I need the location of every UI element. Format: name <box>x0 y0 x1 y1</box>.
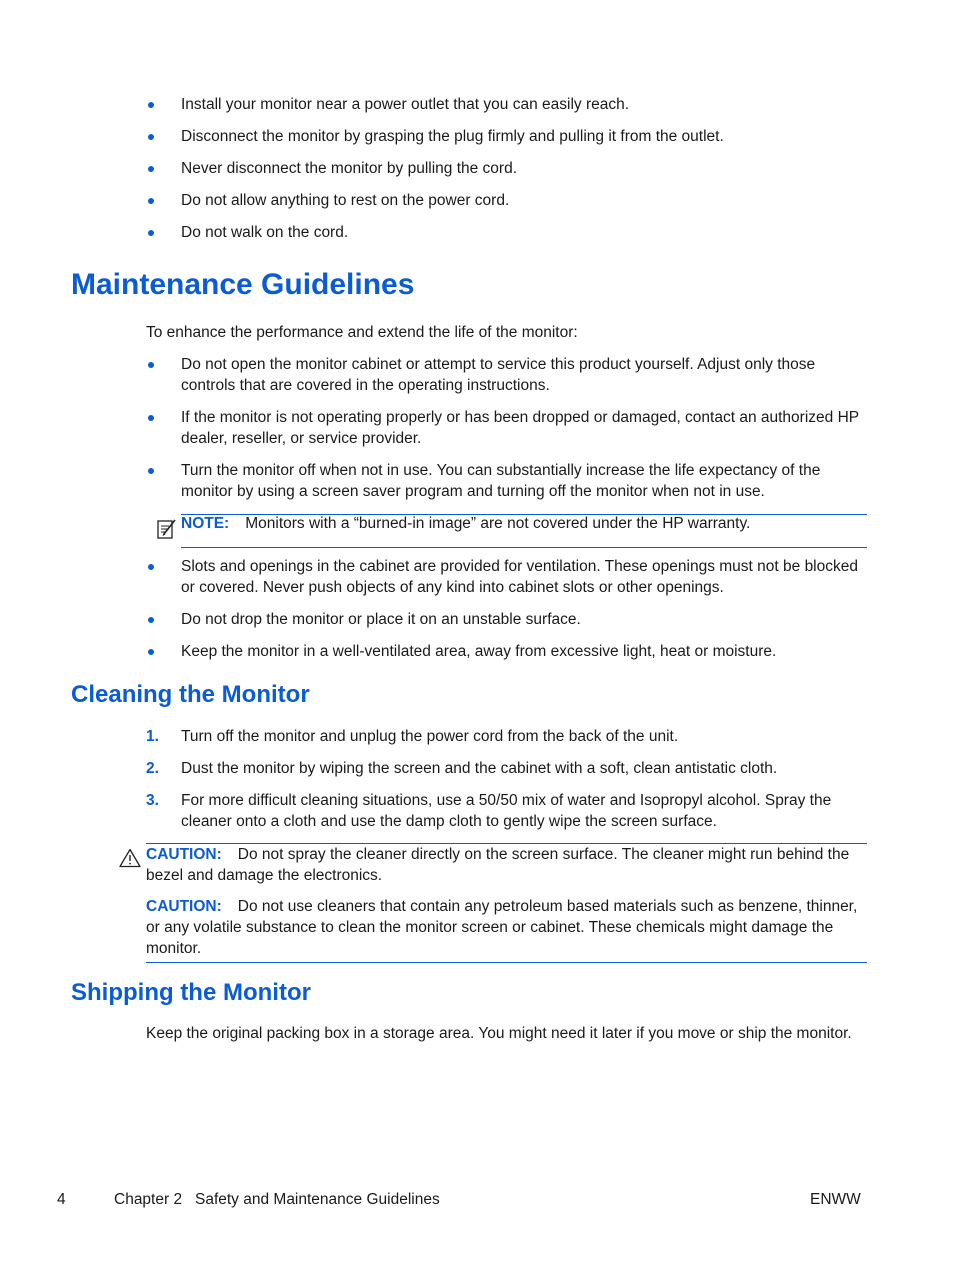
list-item: Install your monitor near a power outlet that you can easily reach. <box>146 94 866 115</box>
caution-label: CAUTION: <box>146 898 222 915</box>
list-item: Do not walk on the cord. <box>146 222 866 243</box>
bullet-icon <box>148 198 154 204</box>
bullet-icon <box>148 468 154 474</box>
warning-triangle-icon <box>119 848 141 874</box>
list-item: 1. Turn off the monitor and unplug the power cord from the back of the unit. <box>146 728 679 745</box>
step-number: 1. <box>146 728 159 745</box>
caution-box <box>146 843 867 963</box>
cleaning-heading: Cleaning the Monitor <box>71 681 310 708</box>
list-item: Slots and openings in the cabinet are provided for ventilation. These openings must not be blocked or covered. Never push objects of any kind into cabinet slots or other openings. <box>146 556 866 598</box>
caution-paragraph: CAUTION: Do not spray the cleaner directly on the screen surface. The cleaner might run behind the bezel and damage the electronics. <box>146 846 850 884</box>
list-item: Do not drop the monitor or place it on an unstable surface. <box>146 609 866 630</box>
bullet-icon <box>148 134 154 140</box>
page-number: 4 <box>57 1191 66 1208</box>
note-text: Monitors with a “burned-in image” are not covered under the HP warranty. <box>245 515 751 532</box>
bullet-icon <box>148 415 154 421</box>
caution-label: CAUTION: <box>146 846 222 863</box>
list-item: If the monitor is not operating properly or has been dropped or damaged, contact an authorized HP dealer, reseller, or service provider. <box>146 407 866 449</box>
bullet-icon <box>148 166 154 172</box>
maintenance-bullet-list-b <box>146 556 866 673</box>
note-box <box>181 514 867 548</box>
bullet-icon <box>148 649 154 655</box>
footer-chapter: Chapter 2 Safety and Maintenance Guidelines <box>114 1191 440 1208</box>
step-number: 3. <box>146 792 159 809</box>
page-title: Maintenance Guidelines <box>71 268 415 301</box>
shipping-heading: Shipping the Monitor <box>71 979 311 1006</box>
bullet-icon <box>148 230 154 236</box>
bullet-icon <box>148 617 154 623</box>
note-label: NOTE: <box>181 515 230 532</box>
list-item: 3. For more difficult cleaning situations, use a 50/50 mix of water and Isopropyl alcohol. Spray the cleaner onto a cloth and use the damp cloth to gently wipe the screen surface. <box>146 792 832 830</box>
list-item: Do not open the monitor cabinet or attempt to service this product yourself. Adjust only those controls that are covered in the operating instructions. <box>146 354 866 396</box>
bullet-icon <box>148 564 154 570</box>
list-item: Never disconnect the monitor by pulling the cord. <box>146 158 866 179</box>
power-cord-bullet-list <box>146 94 866 254</box>
list-item: 2. Dust the monitor by wiping the screen and the cabinet with a soft, clean antistatic cloth. <box>146 760 778 777</box>
step-number: 2. <box>146 760 159 777</box>
footer-enww: ENWW <box>810 1191 861 1208</box>
maintenance-bullet-list-a <box>146 354 866 513</box>
bullet-icon <box>148 102 154 108</box>
shipping-text: Keep the original packing box in a storage area. You might need it later if you move or ship the monitor. <box>146 1025 852 1042</box>
list-item: Turn the monitor off when not in use. You can substantially increase the life expectancy of the monitor by using a screen saver program and turning off the monitor when not in use. <box>146 460 866 502</box>
cleaning-steps-list <box>146 726 866 843</box>
maintenance-intro: To enhance the performance and extend the life of the monitor: <box>146 324 578 341</box>
list-item: Keep the monitor in a well-ventilated area, away from excessive light, heat or moisture. <box>146 641 866 662</box>
note-icon <box>156 516 178 546</box>
caution-paragraph: CAUTION: Do not use cleaners that contain any petroleum based materials such as benzene, thinner, or any volatile substance to clean the monitor screen or cabinet. These chemicals might damage the monitor. <box>146 898 858 957</box>
bullet-icon <box>148 362 154 368</box>
list-item: Do not allow anything to rest on the power cord. <box>146 190 866 211</box>
list-item: Disconnect the monitor by grasping the plug firmly and pulling it from the outlet. <box>146 126 866 147</box>
